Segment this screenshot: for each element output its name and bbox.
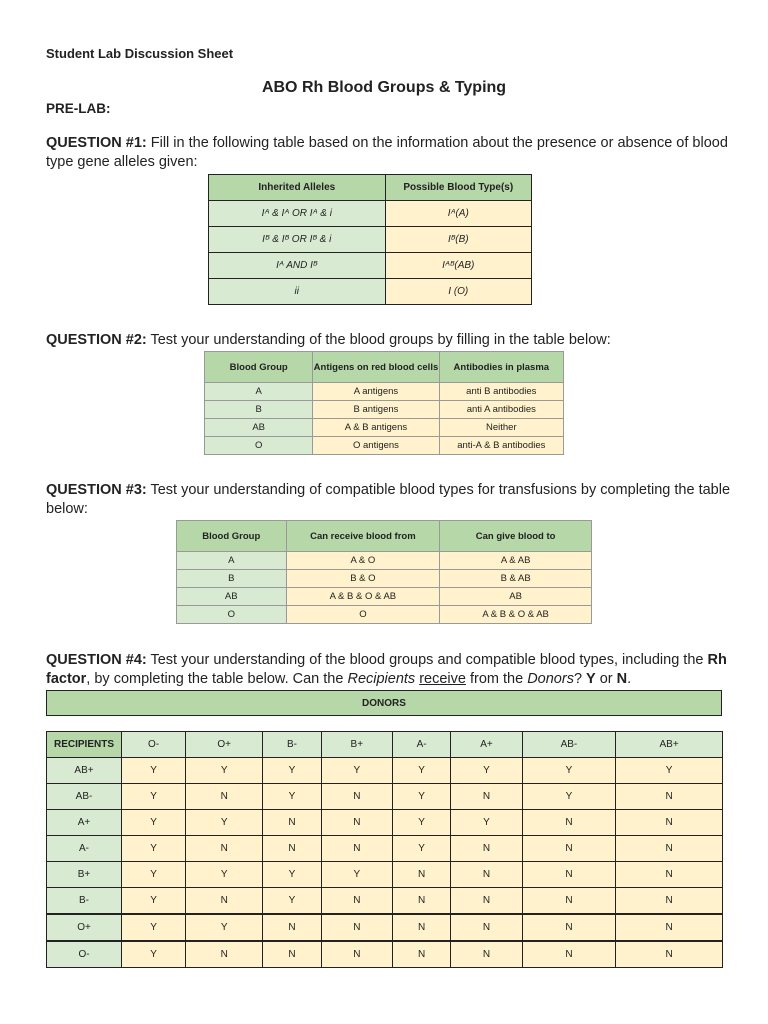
compatibility-cell: Y xyxy=(186,758,263,784)
compatibility-cell: Y xyxy=(186,914,263,941)
alleles-cell: Iᴬ & Iᴬ OR Iᴬ & i xyxy=(209,201,386,227)
table-row xyxy=(209,227,532,253)
recipient-label: AB- xyxy=(47,784,122,810)
question-2-label: QUESTION #2: xyxy=(46,332,147,348)
blood-group-cell: A xyxy=(177,552,287,570)
blood-type-cell: Iᴬ(A) xyxy=(385,201,531,227)
compatibility-cell: Y xyxy=(122,784,186,810)
compatibility-cell: N xyxy=(321,784,392,810)
compatibility-cell: N xyxy=(393,862,451,888)
question-4-text: . xyxy=(627,671,632,687)
compatibility-cell: N xyxy=(263,914,321,941)
compatibility-cell: Y xyxy=(263,862,321,888)
blood-group-header: Blood Group xyxy=(177,521,287,552)
donors-banner: DONORS xyxy=(46,690,722,716)
compatibility-cell: N xyxy=(263,941,321,968)
blood-type-cell: I (O) xyxy=(385,279,531,305)
recipients-header: RECIPIENTS xyxy=(47,732,122,758)
compatibility-cell: N xyxy=(522,914,615,941)
can-receive-header: Can receive blood from xyxy=(286,521,440,552)
table-row xyxy=(209,279,532,305)
compatibility-cell: Y xyxy=(186,810,263,836)
compatibility-cell: Y xyxy=(451,758,522,784)
compatibility-cell: N xyxy=(616,784,723,810)
can-give-cell: AB xyxy=(440,588,592,606)
blood-group-header: Blood Group xyxy=(205,352,313,383)
compatibility-cell: N xyxy=(451,888,522,915)
compatibility-cell: N xyxy=(451,914,522,941)
donor-column-header: B- xyxy=(263,732,321,758)
question-3-label: QUESTION #3: xyxy=(46,482,147,498)
blood-groups-table xyxy=(204,351,564,455)
compatibility-cell: N xyxy=(616,941,723,968)
compatibility-cell: N xyxy=(616,914,723,941)
table-row xyxy=(47,914,723,941)
antigens-cell: A antigens xyxy=(313,383,439,401)
antibodies-cell: anti B antibodies xyxy=(439,383,563,401)
compatibility-cell: Y xyxy=(122,810,186,836)
question-4-text: from the xyxy=(465,671,528,687)
antigens-cell: B antigens xyxy=(313,401,439,419)
blood-type-cell: Iᴮ(B) xyxy=(385,227,531,253)
compatibility-cell: N xyxy=(393,941,451,968)
recipient-label: O- xyxy=(47,941,122,968)
donor-column-header: A- xyxy=(393,732,451,758)
blood-group-cell: AB xyxy=(177,588,287,606)
recipient-label: O+ xyxy=(47,914,122,941)
table-row xyxy=(177,552,592,570)
table-row xyxy=(47,836,723,862)
compatibility-cell: Y xyxy=(122,914,186,941)
table-row xyxy=(47,810,723,836)
compatibility-cell: Y xyxy=(321,862,392,888)
prelab-heading: PRE-LAB: xyxy=(46,101,111,116)
table-row xyxy=(209,253,532,279)
no-letter: N xyxy=(616,671,628,687)
antibodies-header: Antibodies in plasma xyxy=(439,352,563,383)
table-row xyxy=(47,862,723,888)
can-give-cell: B & AB xyxy=(440,570,592,588)
compatibility-cell: Y xyxy=(522,784,615,810)
antibodies-cell: anti A antibodies xyxy=(439,401,563,419)
can-give-header: Can give blood to xyxy=(440,521,592,552)
compatibility-cell: Y xyxy=(393,758,451,784)
table-row xyxy=(47,758,723,784)
can-receive-cell: A & B & O & AB xyxy=(286,588,440,606)
yes-letter: Y xyxy=(586,671,596,687)
donors-word: Donors xyxy=(527,671,574,687)
compatibility-cell: N xyxy=(321,888,392,915)
antigens-header: Antigens on red blood cells xyxy=(313,352,439,383)
antigens-cell: A & B antigens xyxy=(313,419,439,437)
question-1 xyxy=(46,134,736,172)
donor-column-header: B+ xyxy=(321,732,392,758)
compatibility-cell: N xyxy=(186,941,263,968)
donor-column-header: A+ xyxy=(451,732,522,758)
table-row xyxy=(47,784,723,810)
blood-type-header: Possible Blood Type(s) xyxy=(385,175,531,201)
question-4 xyxy=(46,651,736,689)
compatibility-cell: N xyxy=(616,836,723,862)
compatibility-cell: Y xyxy=(263,888,321,915)
alleles-cell: ii xyxy=(209,279,386,305)
compatibility-cell: Y xyxy=(522,758,615,784)
compatibility-cell: N xyxy=(321,810,392,836)
blood-group-cell: B xyxy=(177,570,287,588)
compatibility-cell: N xyxy=(522,888,615,915)
can-receive-cell: A & O xyxy=(286,552,440,570)
table-row xyxy=(209,201,532,227)
question-4-text: or xyxy=(595,671,617,687)
recipients-word: Recipients xyxy=(347,671,416,687)
donor-column-header: AB+ xyxy=(616,732,723,758)
question-1-label: QUESTION #1: xyxy=(46,135,147,151)
alleles-cell: Iᴮ & Iᴮ OR Iᴮ & i xyxy=(209,227,386,253)
question-2 xyxy=(46,331,736,350)
compatibility-cell: N xyxy=(451,784,522,810)
compatibility-cell: Y xyxy=(122,888,186,915)
antibodies-cell: Neither xyxy=(439,419,563,437)
page-title: ABO Rh Blood Groups & Typing xyxy=(261,79,507,96)
compatibility-cell: N xyxy=(522,810,615,836)
can-give-cell: A & AB xyxy=(440,552,592,570)
table-row xyxy=(205,419,564,437)
compatibility-cell: Y xyxy=(122,758,186,784)
table-row xyxy=(177,606,592,624)
can-receive-cell: O xyxy=(286,606,440,624)
blood-group-cell: O xyxy=(177,606,287,624)
compatibility-cell: N xyxy=(321,914,392,941)
compatibility-cell: N xyxy=(522,862,615,888)
recipient-label: B+ xyxy=(47,862,122,888)
compatibility-cell: Y xyxy=(263,758,321,784)
compatibility-cell: N xyxy=(263,836,321,862)
compatibility-cell: N xyxy=(321,941,392,968)
question-4-text: Test your understanding of the blood groups and compatible blood types, including the xyxy=(146,652,708,668)
question-4-text: , by completing the table below. Can the xyxy=(86,671,348,687)
compatibility-cell: N xyxy=(321,836,392,862)
blood-group-cell: O xyxy=(205,437,313,455)
compatibility-cell: Y xyxy=(263,784,321,810)
compatibility-cell: N xyxy=(186,784,263,810)
recipient-label: AB+ xyxy=(47,758,122,784)
table-row xyxy=(47,888,723,915)
compatibility-cell: Y xyxy=(451,810,522,836)
recipient-label: A+ xyxy=(47,810,122,836)
compatibility-cell: N xyxy=(451,836,522,862)
compatibility-cell: Y xyxy=(393,836,451,862)
donor-column-header: O+ xyxy=(186,732,263,758)
sheet-header: Student Lab Discussion Sheet xyxy=(46,46,234,61)
donor-column-header: O- xyxy=(122,732,186,758)
can-receive-cell: B & O xyxy=(286,570,440,588)
alleles-cell: Iᴬ AND Iᴮ xyxy=(209,253,386,279)
compatibility-cell: Y xyxy=(186,862,263,888)
recipient-label: A- xyxy=(47,836,122,862)
transfusion-table xyxy=(176,520,592,624)
antigens-cell: O antigens xyxy=(313,437,439,455)
compatibility-cell: N xyxy=(263,810,321,836)
compatibility-cell: N xyxy=(616,888,723,915)
compatibility-cell: Y xyxy=(122,862,186,888)
compatibility-cell: N xyxy=(451,862,522,888)
compatibility-cell: Y xyxy=(122,941,186,968)
donor-column-header: AB- xyxy=(522,732,615,758)
question-3 xyxy=(46,481,736,519)
question-1-text: Fill in the following table based on the information about the presence or absence of blood type gene alleles given: xyxy=(46,135,728,170)
can-give-cell: A & B & O & AB xyxy=(440,606,592,624)
compatibility-cell: Y xyxy=(393,810,451,836)
blood-group-cell: B xyxy=(205,401,313,419)
compatibility-cell: N xyxy=(186,836,263,862)
compatibility-cell: Y xyxy=(393,784,451,810)
compatibility-cell: N xyxy=(616,810,723,836)
compatibility-cell: N xyxy=(616,862,723,888)
rh-compatibility-table xyxy=(46,731,723,968)
compatibility-cell: N xyxy=(393,914,451,941)
compatibility-cell: N xyxy=(522,941,615,968)
table-row xyxy=(205,383,564,401)
question-4-label: QUESTION #4: xyxy=(46,652,147,668)
table-row xyxy=(177,570,592,588)
question-2-text: Test your understanding of the blood groups by filling in the table below: xyxy=(146,332,611,348)
table-row xyxy=(177,588,592,606)
blood-group-cell: A xyxy=(205,383,313,401)
compatibility-cell: N xyxy=(186,888,263,915)
table-row xyxy=(205,437,564,455)
question-3-text: Test your understanding of compatible blood types for transfusions by completing the table below: xyxy=(46,482,731,517)
rh-factor: Rh factor xyxy=(46,652,727,687)
table-row xyxy=(205,401,564,419)
table-row xyxy=(47,941,723,968)
compatibility-cell: Y xyxy=(321,758,392,784)
compatibility-cell: N xyxy=(522,836,615,862)
recipient-label: B- xyxy=(47,888,122,915)
antibodies-cell: anti-A & B antibodies xyxy=(439,437,563,455)
blood-type-cell: Iᴬᴮ(AB) xyxy=(385,253,531,279)
compatibility-cell: N xyxy=(393,888,451,915)
alleles-table xyxy=(208,174,532,305)
compatibility-cell: Y xyxy=(122,836,186,862)
question-4-text: ? xyxy=(573,671,587,687)
compatibility-cell: Y xyxy=(616,758,723,784)
receive-word: receive xyxy=(419,671,466,687)
blood-group-cell: AB xyxy=(205,419,313,437)
compatibility-cell: N xyxy=(451,941,522,968)
alleles-header: Inherited Alleles xyxy=(209,175,386,201)
